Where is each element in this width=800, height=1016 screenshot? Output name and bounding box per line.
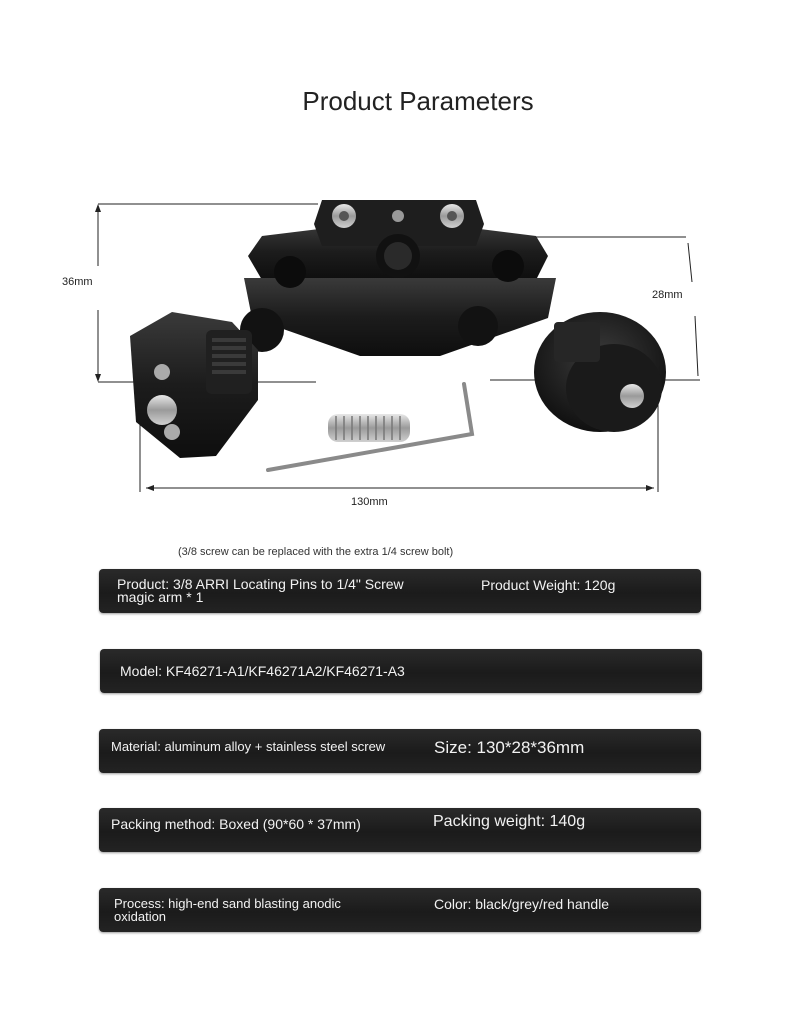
extra-screw bbox=[328, 414, 410, 442]
spec-bar-product bbox=[99, 569, 701, 613]
spec-bar-material bbox=[99, 729, 701, 773]
spec-color: Color: black/grey/red handle bbox=[434, 896, 610, 912]
length-label: 130mm bbox=[351, 496, 388, 508]
spec-packing-weight: Packing weight: 140g bbox=[433, 813, 586, 830]
spec-model: Model: KF46271-A1/KF46271A2/KF46271-A3 bbox=[120, 663, 405, 679]
screw-note: (3/8 screw can be replaced with the extra 1/4 screw bolt) bbox=[178, 546, 454, 558]
spec-process: Process: high-end sand blasting anodic oxidation bbox=[114, 896, 341, 924]
spec-packing-method: Packing method: Boxed (90*60 * 37mm) bbox=[111, 816, 361, 832]
depth-label: 28mm bbox=[652, 289, 683, 301]
height-label: 36mm bbox=[62, 276, 93, 288]
spec-product: Product: 3/8 ARRI Locating Pins to 1/4" Screw magic arm * 1 bbox=[117, 576, 404, 605]
left-clamp bbox=[130, 312, 258, 458]
spec-bar-process bbox=[99, 888, 701, 932]
spec-material: Material: aluminum alloy + stainless steel screw bbox=[111, 739, 386, 754]
spec-size: Size: 130*28*36mm bbox=[434, 738, 585, 757]
right-knob bbox=[534, 312, 666, 432]
spec-bar-packing bbox=[99, 808, 701, 852]
page-title: Product Parameters bbox=[302, 86, 534, 116]
spec-weight: Product Weight: 120g bbox=[481, 577, 616, 593]
spec-bar-model bbox=[100, 649, 702, 693]
